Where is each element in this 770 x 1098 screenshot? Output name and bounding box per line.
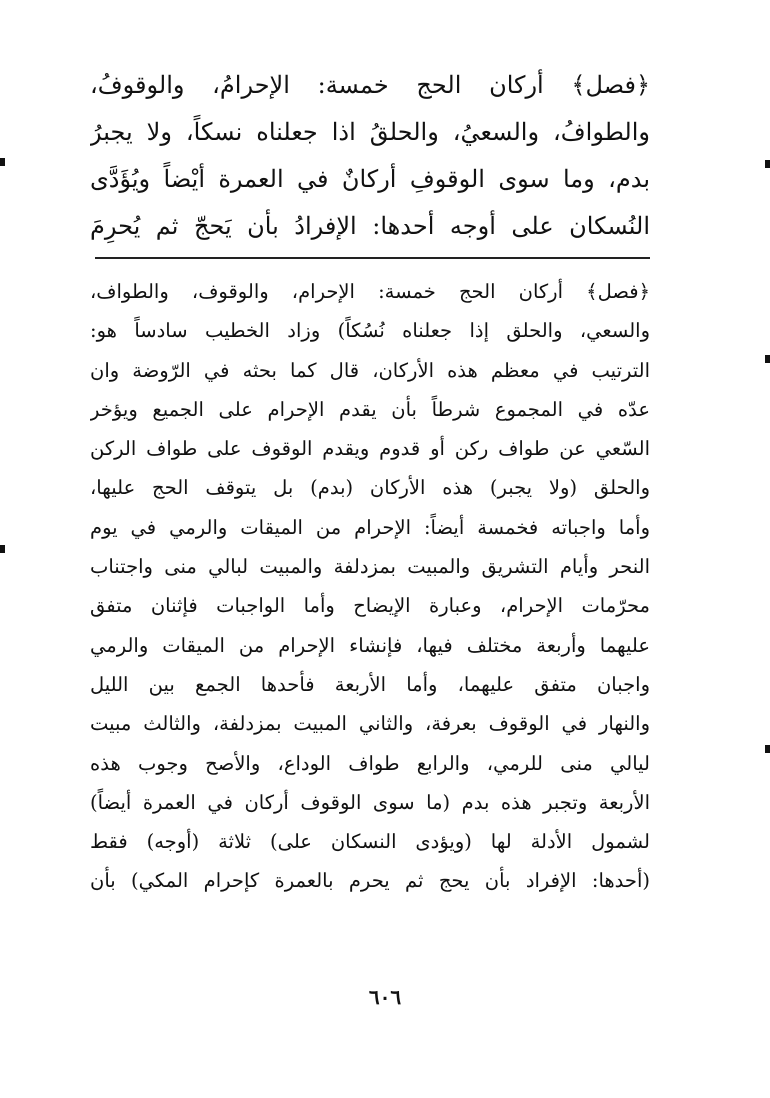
page-number: ٦٠٦ [368,985,402,1009]
commentary-line: محرّمات الإحرام، وعبارة الإيضاح وأما الواجبات فإثنان متفق [90,594,650,618]
main-text-line: والطوافُ، والسعيُ، والحلقُ اذا جعلناه نسكاً، ولا يجبرُ [90,118,650,146]
commentary-line: عدّه في المجموع شرطاً بأن يقدم الإحرام على الجميع ويؤخر [90,397,650,421]
commentary-line: عليهما وأربعة مختلف فيها، فإنشاء الإحرام من الميقات والرمي [90,633,650,657]
main-text-line: النُسكان على أوجه أحدها: الإفرادُ بأن يَحجّ ثم يُحرِمَ [90,212,650,240]
commentary-line: ﴿فصل﴾ أركان الحج خمسة: الإحرام، والوقوف، والطواف، [90,280,650,303]
scan-edge-mark [765,355,770,363]
commentary-line: وأما واجباته فخمسة أيضاً: الإحرام من الميقات والرمي في يوم [90,515,650,539]
scan-edge-mark [765,160,770,168]
commentary-text-block [90,272,650,901]
commentary-line: الأربعة وتجبر هذه بدم (ما سوى الوقوف أركان في العمرة أيضاً) [90,790,650,814]
commentary-line: واجبان متفق عليهما، وأما الأربعة فأحدها الجمع بين الليل [90,672,650,696]
commentary-line: السّعي عن طواف ركن أو قدوم ويقدم الوقوف على طواف الركن [90,437,650,461]
scan-edge-mark [0,545,5,553]
main-text-block [90,62,650,250]
main-text-line: بدم، وما سوى الوقوفِ أركانٌ في العمرة أيْضاً ويُؤَدَّى [90,165,650,193]
scan-edge-mark [765,745,770,753]
commentary-line: (أحدها: الإفراد بأن يحج ثم يحرم بالعمرة كإحرام المكي) بأن [90,869,650,893]
scan-edge-mark [0,158,5,166]
commentary-line: والحلق (ولا يجبر) هذه الأركان (بدم) بل يتوقف الحج عليها، [90,476,650,500]
separator-rule [95,257,650,259]
commentary-line: الترتيب في معظم هذه الأركان، قال كما بحثه في الرّوضة وان [90,358,650,382]
main-text-line: ﴿فصل﴾ أركان الحج خمسة: الإحرامُ، والوقوفُ، [90,71,650,99]
commentary-line: ليالي منى للرمي، والرابع طواف الوداع، والأصح وجوب هذه [90,751,650,775]
commentary-line: والنهار في الوقوف بعرفة، والثاني المبيت بمزدلفة، والثالث مبيت [90,712,650,736]
commentary-line: النحر وأيام التشريق والمبيت بمزدلفة والمبيت لبالي منى واجتناب [90,555,650,579]
commentary-line: والسعي، والحلق إذا جعلناه نُسُكاً) وزاد الخطيب سادساً هو: [90,319,650,343]
commentary-line: لشمول الأدلة لها (ويؤدى النسكان على) ثلاثة (أوجه) فقط [90,830,650,854]
